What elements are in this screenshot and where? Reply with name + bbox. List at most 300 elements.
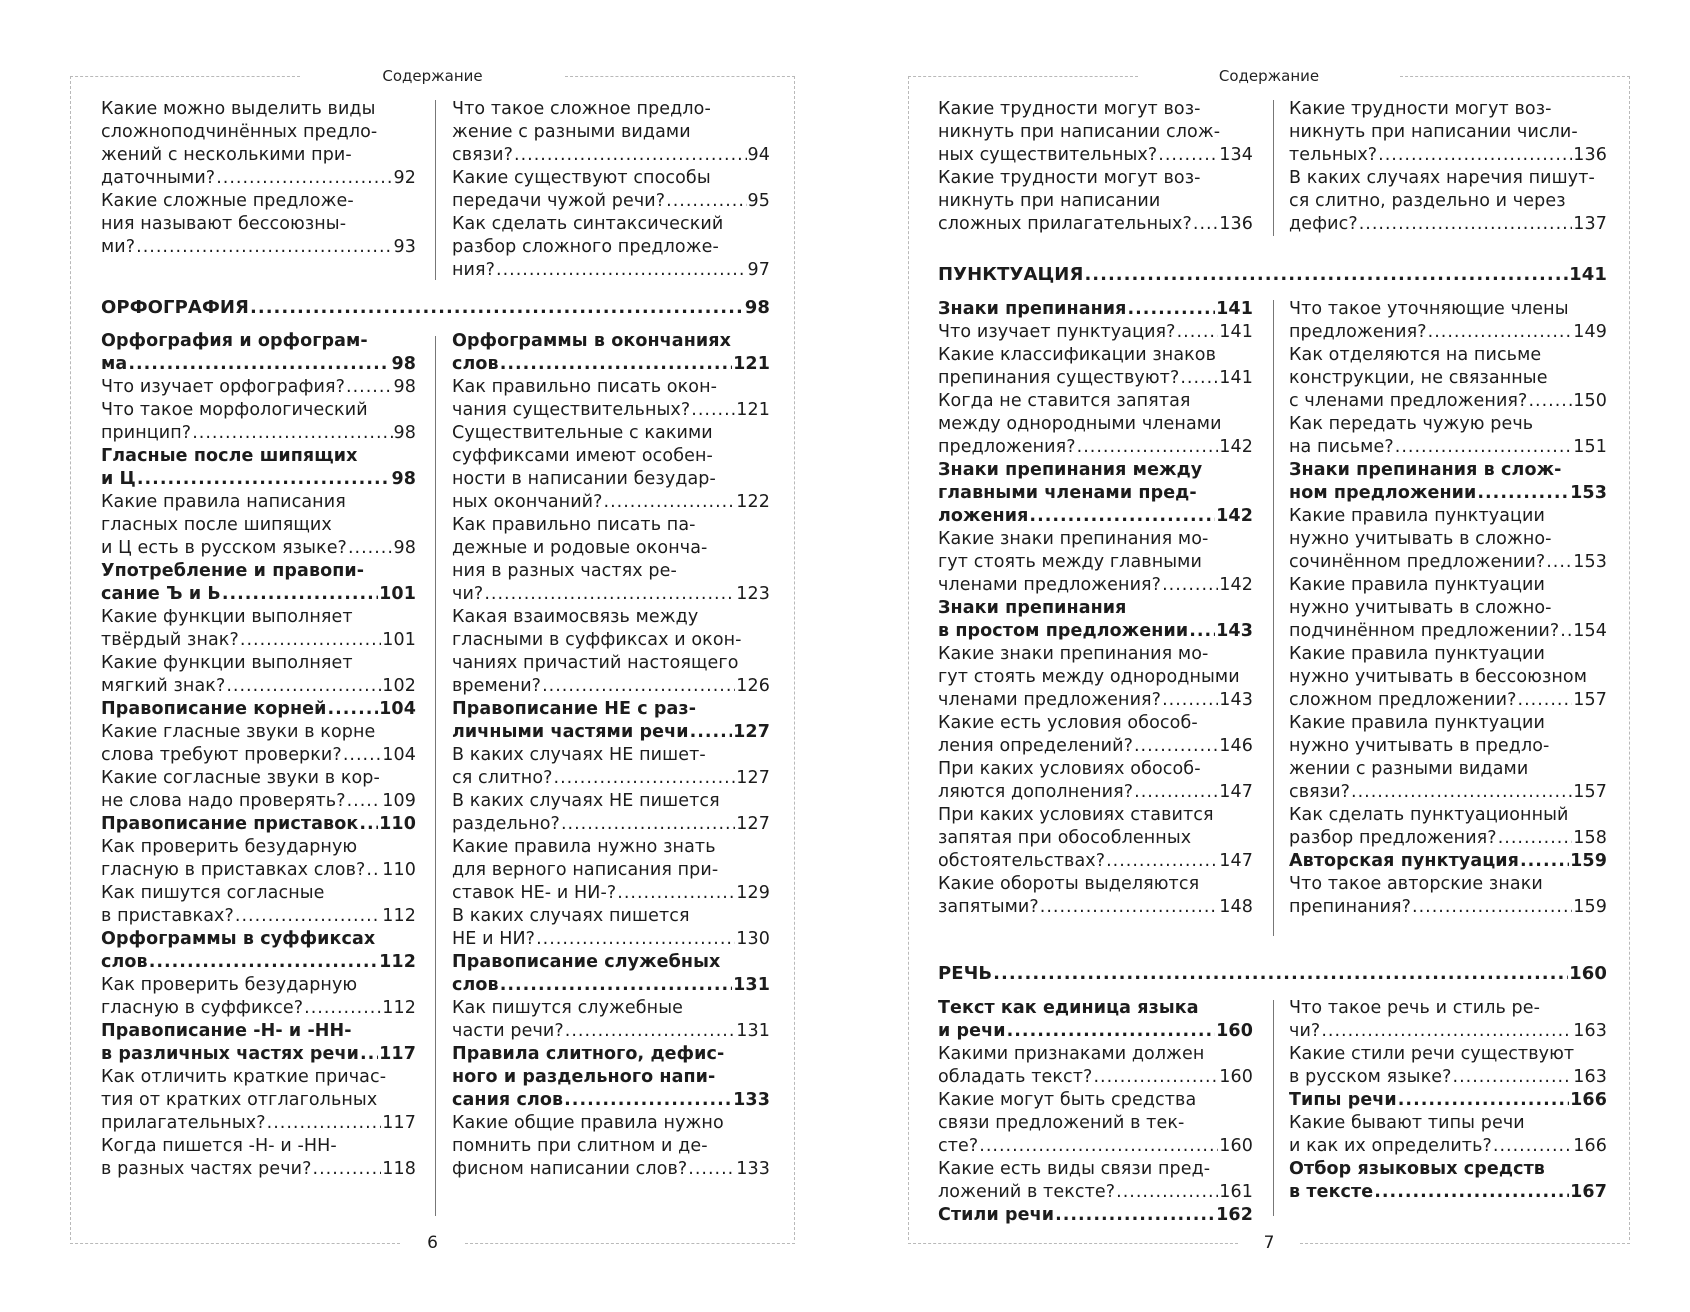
toc-entry-text: дефис? xyxy=(1289,214,1358,234)
toc-entry[interactable] xyxy=(452,606,770,629)
toc-entry-text: сочинённом предложении? xyxy=(1289,552,1546,572)
toc-page-number: 117 xyxy=(382,1113,416,1133)
toc-entry[interactable] xyxy=(1289,873,1607,896)
leader-dots xyxy=(346,376,392,399)
leader-dots xyxy=(304,997,381,1020)
toc-entry[interactable] xyxy=(452,767,770,790)
toc-entry[interactable] xyxy=(452,98,770,121)
leader-dots xyxy=(240,629,381,652)
toc-topic[interactable] xyxy=(452,951,770,974)
toc-entry[interactable] xyxy=(101,721,416,744)
toc-entry-text: Как правильно писать окон- xyxy=(452,377,718,397)
toc-entry[interactable] xyxy=(452,422,770,445)
toc-topic[interactable] xyxy=(938,597,1253,620)
toc-topic[interactable] xyxy=(1289,1181,1607,1204)
toc-entry[interactable] xyxy=(1289,620,1607,643)
toc-page-number: 153 xyxy=(1573,552,1607,572)
toc-topic[interactable] xyxy=(938,620,1253,643)
toc-entry-text: и как их определить? xyxy=(1289,1136,1492,1156)
toc-column xyxy=(452,330,770,1181)
toc-entry[interactable] xyxy=(1289,758,1607,781)
toc-entry[interactable] xyxy=(101,537,416,560)
toc-entry-text: Какие функции выполняет xyxy=(101,607,353,627)
leader-dots xyxy=(222,583,378,606)
leader-dots xyxy=(691,399,735,422)
toc-entry-text: Какие классификации знаков xyxy=(938,345,1217,365)
toc-entry[interactable] xyxy=(938,712,1253,735)
toc-section[interactable]: ОРФОГРАФИЯ ..... 98 xyxy=(101,296,770,320)
toc-page-number: 160 xyxy=(1219,1136,1253,1156)
toc-entry[interactable] xyxy=(452,468,770,491)
toc-entry[interactable] xyxy=(1289,413,1607,436)
toc-entry[interactable] xyxy=(1289,98,1607,121)
toc-entry[interactable] xyxy=(938,144,1253,167)
toc-entry[interactable] xyxy=(101,767,416,790)
toc-entry[interactable] xyxy=(938,367,1253,390)
toc-entry[interactable] xyxy=(101,905,416,928)
toc-page-number: 166 xyxy=(1570,1090,1607,1110)
toc-topic[interactable] xyxy=(938,505,1253,528)
toc-topic[interactable] xyxy=(101,1043,416,1066)
toc-entry[interactable] xyxy=(452,744,770,767)
toc-topic[interactable] xyxy=(101,951,416,974)
toc-entry[interactable] xyxy=(938,643,1253,666)
toc-entry-text: ляются дополнения? xyxy=(938,782,1134,802)
toc-entry[interactable] xyxy=(452,236,770,259)
column-divider xyxy=(1273,100,1274,236)
leader-dots xyxy=(347,790,382,813)
toc-page-number: 133 xyxy=(736,1159,770,1179)
toc-entry[interactable] xyxy=(452,190,770,213)
toc-topic[interactable] xyxy=(452,721,770,744)
toc-entry[interactable] xyxy=(1289,367,1607,390)
toc-entry-text: нужно учитывать в сложно- xyxy=(1289,598,1552,618)
toc-entry[interactable] xyxy=(938,213,1253,236)
toc-entry[interactable] xyxy=(452,1020,770,1043)
toc-page-number: 101 xyxy=(382,630,416,650)
leader-dots xyxy=(1546,551,1572,574)
toc-topic[interactable] xyxy=(938,298,1253,321)
toc-entry[interactable] xyxy=(938,1043,1253,1066)
toc-entry[interactable] xyxy=(938,804,1253,827)
toc-page-number: 94 xyxy=(747,145,770,165)
toc-page-number: 141 xyxy=(1219,368,1253,388)
toc-entry[interactable] xyxy=(1289,528,1607,551)
toc-entry[interactable] xyxy=(1289,781,1607,804)
toc-page-number: 154 xyxy=(1573,621,1607,641)
toc-page-number: 131 xyxy=(733,975,770,995)
toc-entry[interactable] xyxy=(1289,712,1607,735)
toc-page-number: 153 xyxy=(1570,483,1607,503)
toc-entry[interactable] xyxy=(452,813,770,836)
toc-page-number: 137 xyxy=(1573,214,1607,234)
toc-entry[interactable] xyxy=(938,1158,1253,1181)
toc-entry-text: Какая взаимосвязь между xyxy=(452,607,699,627)
toc-entry[interactable] xyxy=(101,167,416,190)
toc-entry[interactable] xyxy=(1289,344,1607,367)
toc-topic[interactable] xyxy=(938,1020,1253,1043)
toc-entry[interactable] xyxy=(452,928,770,951)
toc-entry[interactable] xyxy=(1289,643,1607,666)
toc-entry[interactable] xyxy=(938,344,1253,367)
toc-entry[interactable] xyxy=(1289,735,1607,758)
toc-entry-text: В каких случаях НЕ пишется xyxy=(452,791,720,811)
toc-entry[interactable] xyxy=(452,859,770,882)
toc-page-number: 93 xyxy=(393,237,416,257)
toc-entry-text: Как отделяются на письме xyxy=(1289,345,1542,365)
toc-topic[interactable] xyxy=(452,330,770,353)
toc-entry[interactable] xyxy=(452,560,770,583)
toc-entry[interactable] xyxy=(1289,896,1607,919)
toc-entry[interactable] xyxy=(938,190,1253,213)
toc-topic[interactable] xyxy=(101,813,416,836)
toc-entry[interactable] xyxy=(101,744,416,767)
toc-topic[interactable] xyxy=(101,353,416,376)
toc-topic[interactable] xyxy=(938,1204,1253,1227)
toc-entry[interactable] xyxy=(938,1181,1253,1204)
toc-page-number: 147 xyxy=(1219,782,1253,802)
toc-topic[interactable] xyxy=(452,698,770,721)
toc-page-number: 127 xyxy=(736,814,770,834)
toc-entry[interactable] xyxy=(101,491,416,514)
toc-entry-text: Знаки препинания xyxy=(938,299,1127,319)
toc-entry[interactable] xyxy=(1289,1112,1607,1135)
toc-entry-text: гут стоять между главными xyxy=(938,552,1202,572)
toc-entry[interactable] xyxy=(101,399,416,422)
header-title: Содержание xyxy=(382,67,483,85)
toc-entry-text: жение с разными видами xyxy=(452,122,691,142)
toc-entry[interactable] xyxy=(938,1112,1253,1135)
toc-entry-text: чаниях причастий настоящего xyxy=(452,653,739,673)
leader-dots xyxy=(343,744,381,767)
toc-entry[interactable] xyxy=(1289,1020,1607,1043)
toc-entry-text: ся слитно? xyxy=(452,768,553,788)
toc-page-number: 161 xyxy=(1219,1182,1253,1202)
leader-dots xyxy=(1158,144,1218,167)
toc-entry[interactable] xyxy=(1289,505,1607,528)
toc-entry[interactable] xyxy=(1289,689,1607,712)
toc-entry[interactable] xyxy=(452,259,770,282)
toc-entry[interactable] xyxy=(938,1089,1253,1112)
toc-topic[interactable] xyxy=(101,445,416,468)
toc-entry-text: Что такое уточняющие члены xyxy=(1289,299,1569,319)
toc-page-number: 98 xyxy=(391,469,416,489)
toc-entry[interactable] xyxy=(452,629,770,652)
toc-entry-text: между однородными членами xyxy=(938,414,1222,434)
toc-entry-text: гласными в суффиксах и окон- xyxy=(452,630,742,650)
toc-topic[interactable] xyxy=(452,1089,770,1112)
toc-entry[interactable] xyxy=(1289,190,1607,213)
toc-page-number: 141 xyxy=(1219,322,1253,342)
toc-entry[interactable] xyxy=(1289,144,1607,167)
toc-entry[interactable] xyxy=(101,606,416,629)
toc-entry[interactable] xyxy=(938,1066,1253,1089)
toc-entry[interactable] xyxy=(938,321,1253,344)
toc-entry[interactable] xyxy=(452,491,770,514)
toc-topic[interactable] xyxy=(1289,1158,1607,1181)
toc-entry[interactable] xyxy=(938,390,1253,413)
toc-topic[interactable] xyxy=(452,353,770,376)
leader-dots xyxy=(1398,1089,1569,1112)
toc-entry-text: Какие сложные предложе- xyxy=(101,191,354,211)
toc-entry-text: Правописание приставок xyxy=(101,814,359,834)
toc-entry[interactable] xyxy=(1289,436,1607,459)
toc-entry[interactable] xyxy=(452,514,770,537)
toc-entry[interactable] xyxy=(101,1158,416,1181)
toc-entry-text: Правописание НЕ с раз- xyxy=(452,699,697,719)
toc-page-number: 142 xyxy=(1219,575,1253,595)
leader-dots xyxy=(235,905,381,928)
toc-topic[interactable] xyxy=(452,974,770,997)
toc-entry[interactable] xyxy=(452,213,770,236)
toc-entry[interactable] xyxy=(101,144,416,167)
toc-entry[interactable] xyxy=(452,836,770,859)
column-divider xyxy=(435,100,436,280)
toc-entry[interactable] xyxy=(101,1112,416,1135)
toc-entry-text: Правописание -Н- и -НН- xyxy=(101,1021,352,1041)
toc-entry[interactable] xyxy=(101,974,416,997)
toc-entry-text: в разных частях речи? xyxy=(101,1159,312,1179)
toc-entry[interactable] xyxy=(1289,121,1607,144)
toc-entry-text: Знаки препинания между xyxy=(938,460,1203,480)
toc-entry-text: Существительные с какими xyxy=(452,423,713,443)
toc-entry-text: ложений в тексте? xyxy=(938,1182,1116,1202)
toc-entry-text: мягкий знак? xyxy=(101,676,226,696)
toc-entry-text: Правописание корней xyxy=(101,699,327,719)
toc-entry-text: нужно учитывать в предло- xyxy=(1289,736,1550,756)
toc-topic[interactable] xyxy=(101,330,416,353)
toc-entry[interactable] xyxy=(938,666,1253,689)
leader-dots xyxy=(617,882,735,905)
toc-section[interactable]: ПУНКТУАЦИЯ ..... 141 xyxy=(938,263,1607,287)
toc-entry[interactable] xyxy=(938,735,1253,758)
toc-entry-text: Что такое сложное предло- xyxy=(452,99,711,119)
toc-entry[interactable] xyxy=(938,896,1253,919)
toc-entry[interactable] xyxy=(1289,827,1607,850)
toc-entry-text: Как передать чужую речь xyxy=(1289,414,1534,434)
toc-entry[interactable] xyxy=(101,859,416,882)
toc-page-number: 109 xyxy=(382,791,416,811)
toc-entry[interactable] xyxy=(101,652,416,675)
toc-entry[interactable] xyxy=(101,514,416,537)
leader-dots xyxy=(327,698,378,721)
toc-entry[interactable] xyxy=(1289,298,1607,321)
toc-topic[interactable] xyxy=(938,997,1253,1020)
leader-dots xyxy=(1055,1204,1215,1227)
toc-topic[interactable] xyxy=(101,583,416,606)
toc-entry[interactable] xyxy=(452,1135,770,1158)
toc-topic[interactable] xyxy=(1289,459,1607,482)
toc-entry-text: Что такое авторские знаки xyxy=(1289,874,1543,894)
leader-dots xyxy=(1378,144,1572,167)
toc-topic[interactable] xyxy=(938,459,1253,482)
toc-entry[interactable] xyxy=(101,997,416,1020)
header-rule xyxy=(1400,76,1630,77)
leader-dots xyxy=(1189,620,1215,643)
toc-page-number: 167 xyxy=(1570,1182,1607,1202)
toc-entry[interactable] xyxy=(1289,597,1607,620)
toc-entry-text: Как отличить краткие причас- xyxy=(101,1067,387,1087)
toc-page-number: 130 xyxy=(736,929,770,949)
toc-page-number: 110 xyxy=(382,860,416,880)
toc-entry-text: гут стоять между однородными xyxy=(938,667,1240,687)
toc-entry-text: Как пишутся служебные xyxy=(452,998,683,1018)
toc-entry[interactable] xyxy=(938,528,1253,551)
toc-page-number: 159 xyxy=(1573,897,1607,917)
toc-entry-text: Какие общие правила нужно xyxy=(452,1113,724,1133)
toc-entry[interactable] xyxy=(938,850,1253,873)
toc-entry[interactable] xyxy=(101,629,416,652)
toc-entry[interactable] xyxy=(1289,167,1607,190)
toc-topic[interactable] xyxy=(938,482,1253,505)
leader-dots xyxy=(136,236,392,259)
toc-entry-text: Что такое речь и стиль ре- xyxy=(1289,998,1541,1018)
toc-entry[interactable] xyxy=(938,436,1253,459)
toc-entry[interactable] xyxy=(938,781,1253,804)
toc-page-number: 162 xyxy=(1216,1205,1253,1225)
toc-entry[interactable] xyxy=(452,167,770,190)
toc-topic[interactable] xyxy=(101,468,416,491)
toc-entry[interactable] xyxy=(452,399,770,422)
toc-entry[interactable] xyxy=(101,190,416,213)
toc-entry-text: слова требуют проверки? xyxy=(101,745,342,765)
toc-entry[interactable] xyxy=(1289,804,1607,827)
toc-entry[interactable] xyxy=(101,882,416,905)
toc-entry[interactable] xyxy=(101,98,416,121)
toc-entry[interactable] xyxy=(101,236,416,259)
toc-entry[interactable] xyxy=(938,827,1253,850)
toc-entry[interactable] xyxy=(101,121,416,144)
toc-entry[interactable] xyxy=(1289,1043,1607,1066)
toc-entry-text: на письме? xyxy=(1289,437,1394,457)
toc-page-number: 121 xyxy=(736,400,770,420)
toc-page-number: 159 xyxy=(1570,851,1607,871)
toc-entry[interactable] xyxy=(452,675,770,698)
toc-entry[interactable] xyxy=(1289,321,1607,344)
toc-topic[interactable] xyxy=(101,928,416,951)
toc-entry-text: Какие могут быть средства xyxy=(938,1090,1197,1110)
toc-entry-text: никнуть при написании числи- xyxy=(1289,122,1578,142)
toc-entry[interactable] xyxy=(101,1135,416,1158)
toc-entry-text: гласных после шипящих xyxy=(101,515,332,535)
leader-dots xyxy=(1128,298,1216,321)
left-page xyxy=(70,0,795,1312)
toc-topic[interactable] xyxy=(1289,1089,1607,1112)
toc-entry[interactable] xyxy=(1289,390,1607,413)
toc-entry[interactable] xyxy=(452,445,770,468)
toc-entry[interactable] xyxy=(1289,551,1607,574)
toc-topic[interactable] xyxy=(1289,850,1607,873)
leader-dots xyxy=(1040,896,1219,919)
toc-entry[interactable] xyxy=(452,997,770,1020)
toc-entry[interactable] xyxy=(1289,1066,1607,1089)
toc-entry[interactable] xyxy=(938,98,1253,121)
toc-topic[interactable] xyxy=(101,560,416,583)
toc-entry-text: чания существительных? xyxy=(452,400,691,420)
toc-entry[interactable] xyxy=(1289,666,1607,689)
leader-dots xyxy=(564,1089,732,1112)
toc-entry[interactable] xyxy=(101,422,416,445)
toc-entry[interactable] xyxy=(452,376,770,399)
toc-entry[interactable] xyxy=(452,905,770,928)
leader-dots xyxy=(1134,781,1218,804)
toc-topic[interactable] xyxy=(452,1066,770,1089)
toc-entry-text: Что такое морфологический xyxy=(101,400,368,420)
toc-entry[interactable] xyxy=(452,790,770,813)
toc-entry[interactable] xyxy=(452,144,770,167)
page-number: 6 xyxy=(427,1233,438,1253)
toc-topic[interactable] xyxy=(1289,482,1607,505)
toc-entry-text: ложения xyxy=(938,506,1029,526)
toc-topic[interactable] xyxy=(101,698,416,721)
toc-entry[interactable] xyxy=(1289,997,1607,1020)
toc-entry[interactable] xyxy=(938,574,1253,597)
toc-page-number: 112 xyxy=(382,906,416,926)
toc-entry[interactable] xyxy=(1289,1135,1607,1158)
toc-entry-text: и Ц есть в русском языке? xyxy=(101,538,347,558)
toc-entry[interactable] xyxy=(101,376,416,399)
toc-entry[interactable] xyxy=(101,790,416,813)
toc-entry[interactable] xyxy=(938,413,1253,436)
toc-entry[interactable] xyxy=(938,873,1253,896)
leader-dots xyxy=(137,468,391,491)
toc-entry[interactable] xyxy=(452,583,770,606)
toc-entry[interactable] xyxy=(452,121,770,144)
toc-topic[interactable] xyxy=(101,1020,416,1043)
toc-entry[interactable] xyxy=(452,1158,770,1181)
toc-entry[interactable] xyxy=(938,758,1253,781)
leader-dots xyxy=(484,583,735,606)
toc-page-number: 136 xyxy=(1573,145,1607,165)
toc-entry[interactable] xyxy=(101,675,416,698)
toc-page-number: 92 xyxy=(393,168,416,188)
toc-entry[interactable] xyxy=(452,537,770,560)
toc-entry-text: разбор предложения? xyxy=(1289,828,1497,848)
toc-entry[interactable] xyxy=(1289,574,1607,597)
toc-entry[interactable] xyxy=(101,1089,416,1112)
toc-entry-text: фисном написании слов? xyxy=(452,1159,688,1179)
leader-dots xyxy=(128,353,390,376)
toc-entry[interactable] xyxy=(938,1135,1253,1158)
toc-entry[interactable] xyxy=(1289,213,1607,236)
toc-entry[interactable] xyxy=(452,652,770,675)
leader-dots xyxy=(666,190,746,213)
toc-entry-text: В каких случаях пишется xyxy=(452,906,690,926)
toc-page-number: 166 xyxy=(1573,1136,1607,1156)
toc-entry[interactable] xyxy=(101,836,416,859)
toc-entry[interactable] xyxy=(938,689,1253,712)
toc-section[interactable]: РЕЧЬ ..... 160 xyxy=(938,962,1607,986)
toc-page-number: 102 xyxy=(382,676,416,696)
right-page-footer xyxy=(908,1229,1630,1257)
toc-entry-text: Что изучает пунктуация? xyxy=(938,322,1176,342)
toc-entry[interactable] xyxy=(452,882,770,905)
toc-entry[interactable] xyxy=(938,551,1253,574)
toc-entry[interactable] xyxy=(938,121,1253,144)
toc-page-number: 148 xyxy=(1219,897,1253,917)
toc-entry-text: Какие функции выполняет xyxy=(101,653,353,673)
toc-entry[interactable] xyxy=(938,167,1253,190)
toc-entry[interactable] xyxy=(101,1066,416,1089)
leader-dots xyxy=(1520,850,1569,873)
toc-topic[interactable] xyxy=(452,1043,770,1066)
leader-dots xyxy=(1162,574,1218,597)
toc-entry[interactable] xyxy=(452,1112,770,1135)
toc-entry[interactable] xyxy=(101,213,416,236)
toc-entry-text: ния в разных частях ре- xyxy=(452,561,677,581)
leader-dots xyxy=(1351,781,1572,804)
toc-entry-text: части речи? xyxy=(452,1021,564,1041)
